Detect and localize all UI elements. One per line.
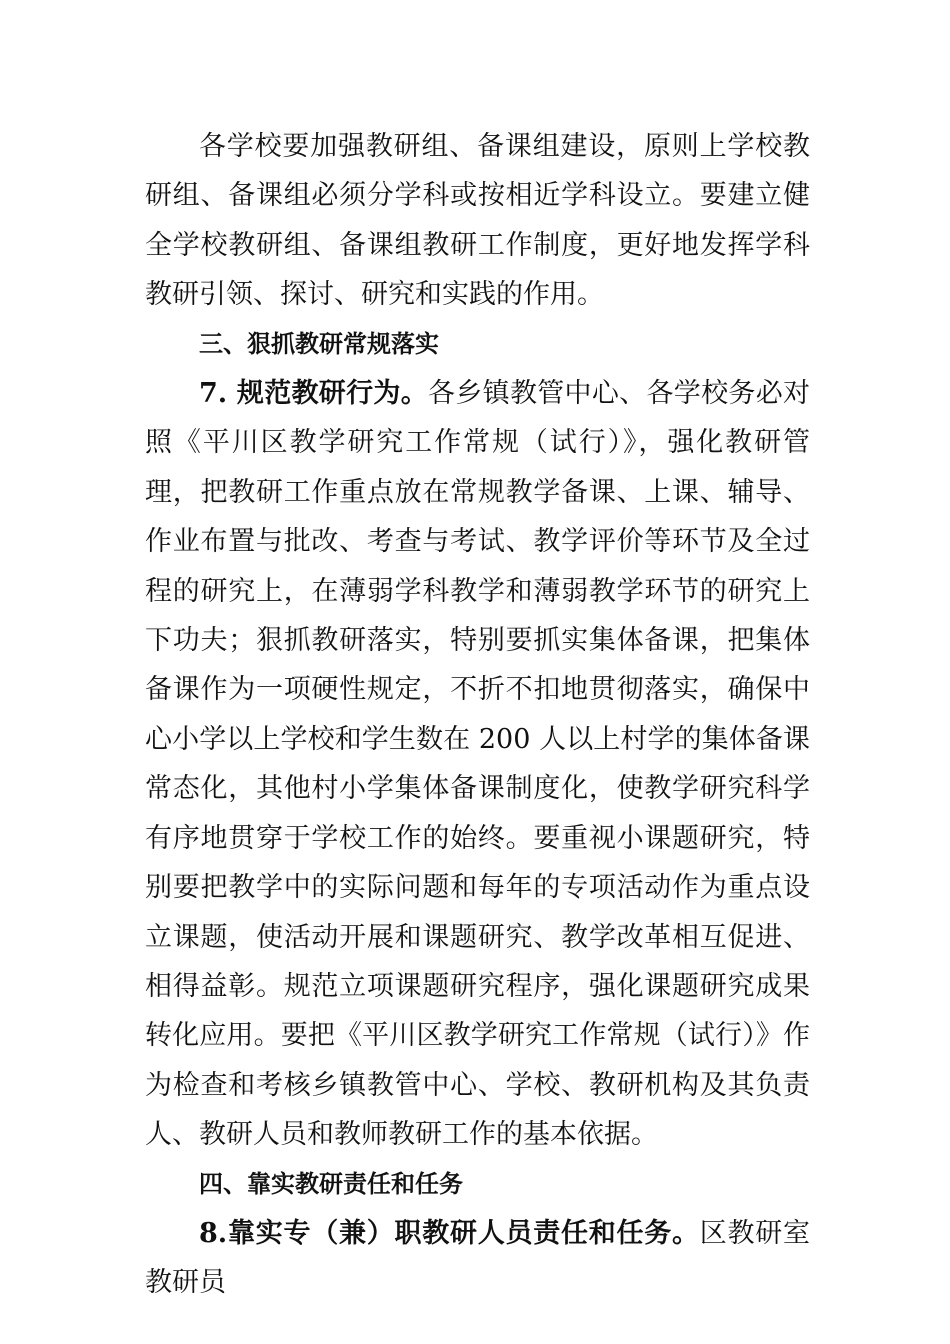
section-3-heading: 三、狠抓教研常规落实	[199, 329, 439, 358]
item-7-paragraph	[145, 369, 810, 1160]
item-7-lead: 7. 规范教研行为。	[199, 378, 429, 410]
item-8-body: 区教研室教研员	[145, 1217, 811, 1299]
document-page	[145, 122, 810, 1308]
section-4-heading: 四、靠实教研责任和任务	[199, 1169, 463, 1198]
item-8-lead: 8.靠实专（兼）职教研人员责任和任务。	[199, 1217, 700, 1249]
paragraph-school-groups: 各学校要加强教研组、备课组建设，原则上学校教研组、备课组必须分学科或按相近学科设立。要建立健全学校教研组、备课组教研工作制度，更好地发挥学科教研引领、探讨、研究和实践的作用。	[145, 131, 810, 311]
item-7-body: 各乡镇教管中心、各学校务必对照《平川区教学研究工作常规（试行）》，强化教研管理，把教研工作重点放在常规教学备课、上课、辅导、作业布置与批改、考查与考试、教学评价等环节及全过程的研究上，在薄弱学科教学和薄弱教学环节的研究上下功夫；狠抓教研落实，特别要抓实集体备课，把集体备课作为一项硬性规定，不折不扣地贯彻落实，确保中心小学以上学校和学生数在 200 人以上村学的集体备课常态化，其他村小学集体备课制度化，使教学研究科学有序地贯穿于学校工作的始终。要重视小课题研究，特别要把教学中的实际问题和每年的专项活动作为重点设立课题，使活动开展和课题研究、教学改革相互促进、相得益彰。规范立项课题研究程序，强化课题研究成果转化应用。要把《平川区教学研究工作常规（试行）》作为检查和考核乡镇教管中心、学校、教研机构及其负责人、教研人员和教师教研工作的基本依据。	[145, 378, 810, 1151]
item-8-paragraph	[145, 1209, 810, 1308]
